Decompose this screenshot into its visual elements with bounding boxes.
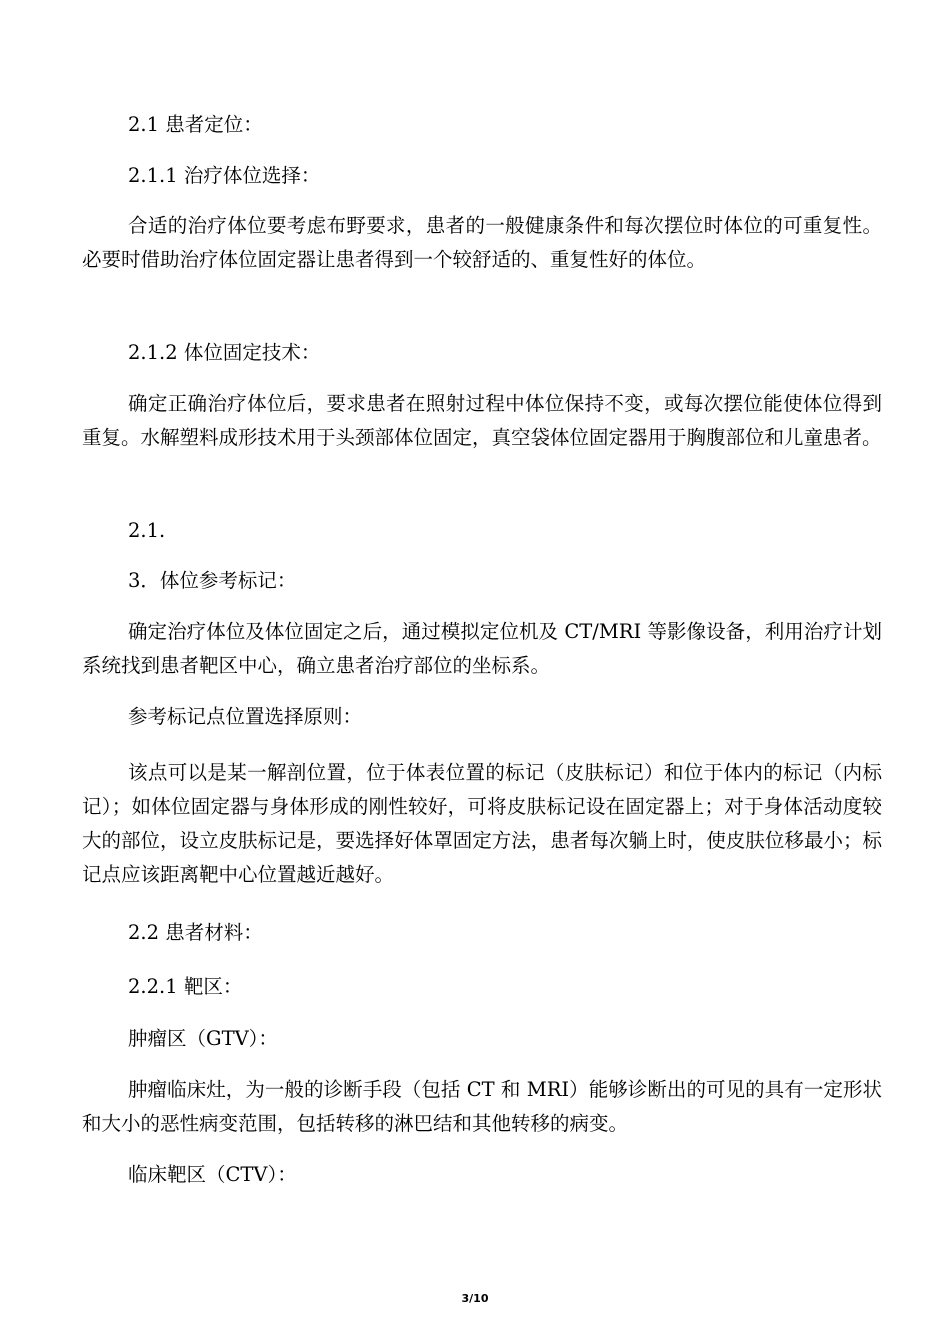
page-number: 3/10 <box>461 1292 489 1305</box>
heading-2-1-fragment: 2.1. <box>128 519 166 542</box>
paragraph-body: 确定正确治疗体位后，要求患者在照射过程中体位保持不变，或每次摆位能使体位得到重复。水解塑料成形技术用于头颈部体位固定，真空袋体位固定器用于胸腹部位和儿童患者。 <box>82 392 882 449</box>
heading-2-1-1: 2.1.1 治疗体位选择： <box>128 164 321 187</box>
paragraph-body: 合适的治疗体位要考虑布野要求，患者的一般健康条件和每次摆位时体位的可重复性。必要时借助治疗体位固定器让患者得到一个较舒适的、重复性好的体位。 <box>82 214 882 271</box>
paragraph-body: 确定治疗体位及体位固定之后，通过模拟定位机及 CT/MRI 等影像设备，利用治疗计划系统找到患者靶区中心，确立患者治疗部位的坐标系。 <box>82 620 882 677</box>
subheading: 参考标记点位置选择原则： <box>128 705 363 728</box>
subheading-gtv: 肿瘤区（GTV）： <box>128 1027 278 1050</box>
subheading-ctv: 临床靶区（CTV）： <box>128 1163 297 1186</box>
heading-2-2: 2.2 患者材料： <box>128 921 263 944</box>
heading-2-1-3: 3．体位参考标记： <box>128 569 297 592</box>
heading-2-1-2: 2.1.2 体位固定技术： <box>128 341 321 364</box>
heading-2-2-1: 2.2.1 靶区： <box>128 975 243 998</box>
heading-2-1: 2.1 患者定位： <box>128 113 263 136</box>
paragraph-body: 肿瘤临床灶，为一般的诊断手段（包括 CT 和 MRI）能够诊断出的可见的具有一定形状和大小的恶性病变范围，包括转移的淋巴结和其他转移的病变。 <box>82 1078 882 1135</box>
paragraph-body: 该点可以是某一解剖位置，位于体表位置的标记（皮肤标记）和位于体内的标记（内标记）；如体位固定器与身体形成的刚性较好，可将皮肤标记设在固定器上；对于身体活动度较大的部位，设立皮肤标记是，要选择好体罩固定方法，患者每次躺上时，使皮肤位移最小；标记点应该距离靶中心位置越近越好。 <box>82 761 882 886</box>
